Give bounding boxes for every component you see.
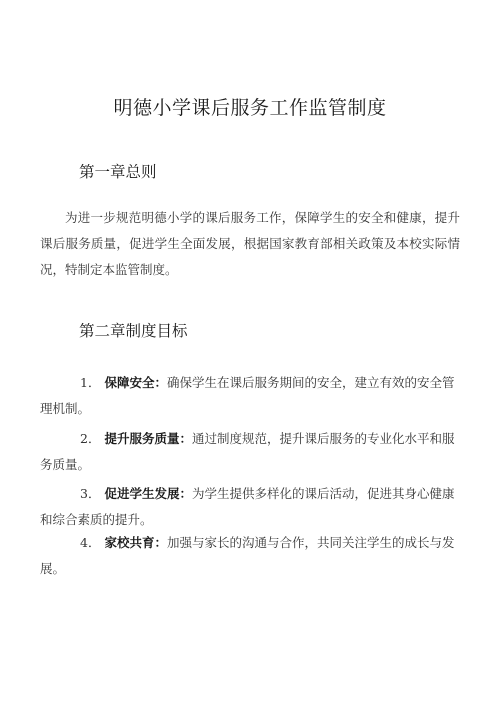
goal-item-text: 通过制度规范，提升课后服务的专业化水平和服务质量。: [40, 431, 455, 472]
chapter-1-heading: 第一章总则: [79, 163, 157, 181]
goal-item-3: [40, 481, 460, 533]
goal-item-1: [40, 370, 460, 422]
goal-item-label: 家校共育：: [104, 535, 167, 550]
goal-item-label: 保障安全：: [104, 375, 167, 390]
goal-item-number: 4．: [80, 535, 101, 550]
chapter-1-paragraph: 为进一步规范明德小学的课后服务工作，保障学生的安全和健康，提升课后服务质量，促进学生全面发展，根据国家教育部相关政策及本校实际情况，特制定本监管制度。: [40, 210, 460, 277]
document-title: 明德小学课后服务工作监管制度: [113, 97, 387, 119]
goal-item-text: 加强与家长的沟通与合作，共同关注学生的成长与发展。: [40, 535, 455, 576]
goal-item-2: [40, 426, 460, 478]
goal-item-number: 1．: [80, 375, 101, 390]
goal-item-label: 提升服务质量：: [104, 431, 192, 446]
goal-item-text: 确保学生在课后服务期间的安全，建立有效的安全管理机制。: [40, 375, 455, 416]
goal-item-number: 2．: [80, 431, 101, 446]
goal-item-label: 促进学生发展：: [104, 486, 192, 501]
goal-item-number: 3．: [80, 486, 101, 501]
goal-item-4: [40, 530, 460, 582]
chapter-2-heading: 第二章制度目标: [79, 322, 188, 340]
goal-item-text: 为学生提供多样化的课后活动，促进其身心健康和综合素质的提升。: [40, 486, 455, 527]
